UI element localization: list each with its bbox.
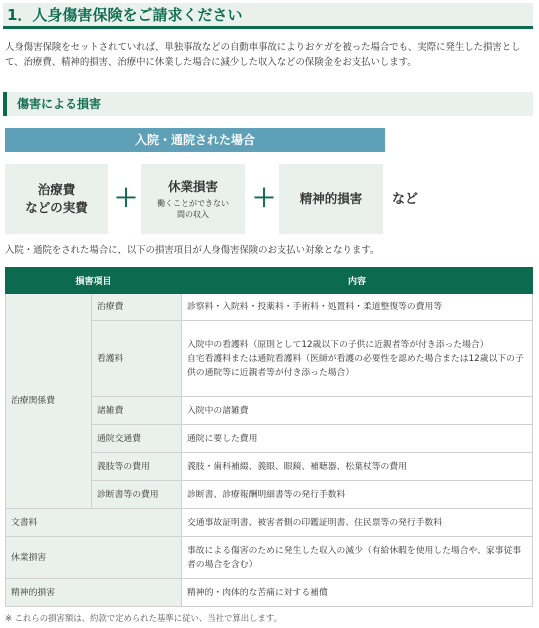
- row-content-line2: 自宅看護料または通院看護料（医師が看護の必要性を認めた場合または12歳以下の子供の通院等に近親者等が付き添った場合）: [187, 353, 524, 378]
- group-label: 治療関係費: [6, 294, 92, 509]
- row-item: 看護料: [92, 321, 182, 397]
- row-content-line1: 入院中の看護料（原則として12歳以下の子供に近親者等が付き添った場合）: [187, 339, 489, 350]
- row-item: 義肢等の費用: [92, 453, 182, 481]
- header-content: 内容: [182, 268, 533, 294]
- row-content: 交通事故証明書、被害者側の印鑑証明書、住民票等の発行手数料: [182, 509, 533, 537]
- table-row: [6, 509, 533, 537]
- row-content: 精神的・肉体的な苦痛に対する補償: [182, 579, 533, 607]
- row-item: 通院交通費: [92, 425, 182, 453]
- row-content: [182, 321, 533, 397]
- row-item: 診断書等の費用: [92, 481, 182, 509]
- row-item: 諸雑費: [92, 397, 182, 425]
- table-row: [6, 579, 533, 607]
- box-medical-expenses: [5, 164, 108, 234]
- row-item: 休業損害: [6, 537, 182, 579]
- row-content: 診察料・入院料・投薬料・手術料・処置料・柔道整復等の費用等: [182, 294, 533, 321]
- etc-label: など: [392, 192, 419, 207]
- box-medical-line1: 治療費: [37, 182, 76, 197]
- row-content: 事故による傷害のために発生した収入の減少（有給休暇を使用した場合や、家事従事者の場合を含む）: [182, 537, 533, 579]
- intro-text: 人身傷害保険をセットされていれば、単独事故などの自動車事故によりおケガを被った場合でも、実際に発生した損害として、治療費、精神的損害、治療中に休業した場合に減少した収入などの保険金をお支払いします。: [5, 42, 521, 68]
- plus-icon: ＋: [114, 184, 138, 212]
- row-item: 治療費: [92, 294, 182, 321]
- box-medical-line2: などの実費: [25, 200, 88, 215]
- row-content: 入院中の諸雑費: [182, 397, 533, 425]
- footnote: ※ これらの損害額は、約款で定められた基準に従い、当社で算出します。: [5, 613, 283, 623]
- section-heading: 傷害による損害: [3, 92, 533, 116]
- plus-icon: ＋: [252, 184, 276, 212]
- box-lost-income-title: 休業損害: [167, 179, 218, 194]
- table-row: [6, 294, 533, 321]
- box-lost-income: [141, 164, 245, 234]
- header-item: 損害項目: [6, 268, 182, 294]
- lead-text: 入院・通院をされた場合に、以下の損害項目が人身傷害保険のお支払い対象となります。: [5, 245, 380, 256]
- row-item: 精神的損害: [6, 579, 182, 607]
- table-header-row: [6, 268, 533, 294]
- page-title: 1．人身傷害保険をご請求ください: [3, 3, 533, 29]
- box-mental-damage: [279, 164, 383, 234]
- box-lost-income-sub2: 間の収入: [177, 210, 209, 219]
- damage-items-table: [5, 267, 533, 607]
- box-lost-income-sub1: 働くことができない: [157, 199, 229, 208]
- row-content: 診断書、診療報酬明細書等の発行手数料: [182, 481, 533, 509]
- table-row: [6, 537, 533, 579]
- row-item: 文書料: [6, 509, 182, 537]
- row-content: 義肢・歯科補綴、義眼、眼鏡、補聴器、松葉杖等の費用: [182, 453, 533, 481]
- box-mental-title: 精神的損害: [299, 191, 363, 206]
- hospital-visit-band: 入院・通院された場合: [5, 128, 385, 152]
- row-content: 通院に要した費用: [182, 425, 533, 453]
